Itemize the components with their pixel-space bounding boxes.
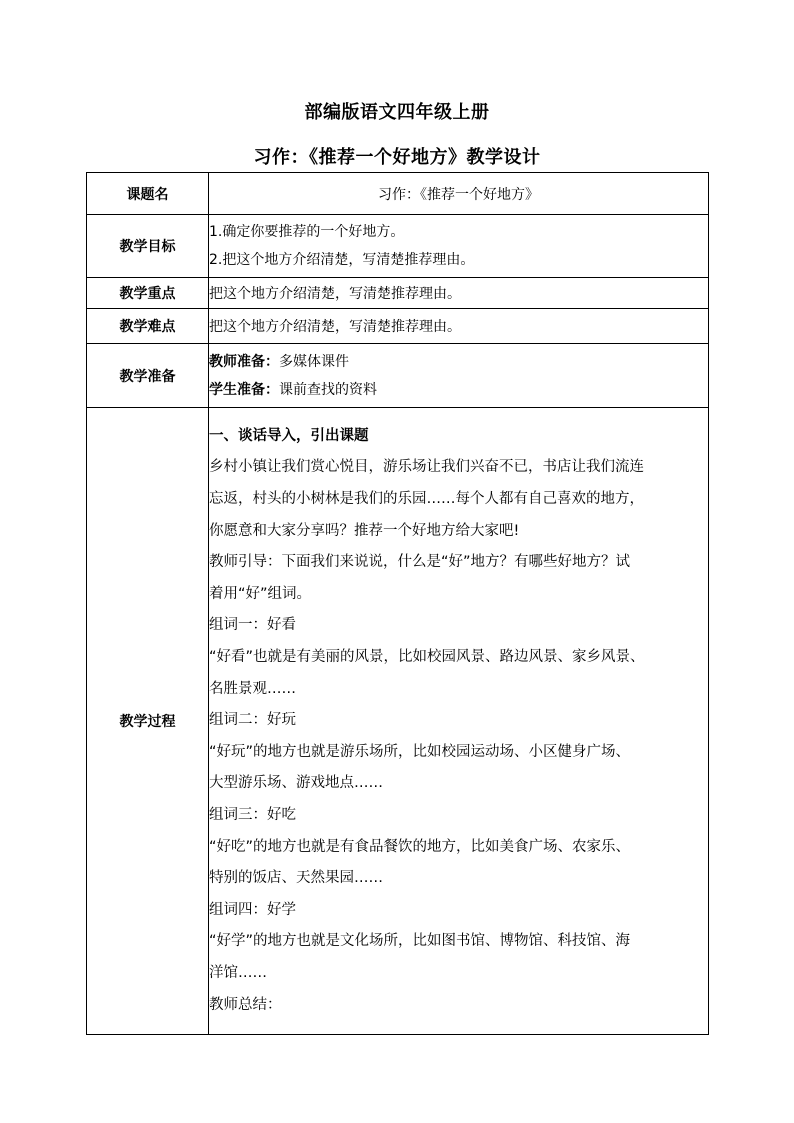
process-line: 洋馆…… [209, 964, 267, 981]
process-line: 乡村小镇让我们赏心悦目，游乐场让我们兴奋不已，书店让我们流连 [209, 459, 644, 476]
process-line: 大型游乐场、游戏地点…… [209, 775, 383, 792]
process-label: 教学过程 [87, 408, 209, 1035]
process-line: “好看”也就是有美丽的风景，比如校园风景、路边风景、家乡风景、 [209, 649, 645, 666]
process-line: 着用“好”组词。 [209, 585, 312, 602]
process-line: 组词一：好看 [209, 617, 296, 634]
process-line: 名胜景观…… [209, 680, 296, 697]
process-line: 教师引导：下面我们来说说，什么是“好”地方？有哪些好地方？试 [209, 554, 631, 571]
key-points-label: 教学重点 [87, 278, 209, 309]
difficulties-label: 教学难点 [87, 309, 209, 344]
row-key-points [87, 278, 709, 309]
lesson-plan-table [86, 172, 709, 1035]
objectives-value [209, 215, 709, 278]
objective-item-1: 1.确定你要推荐的一个好地方。 [209, 224, 405, 240]
teacher-prep-label: 教师准备： [209, 353, 279, 370]
row-preparation [87, 344, 709, 408]
process-line: 忘返，村头的小树林是我们的乐园……每个人都有自己喜欢的地方， [209, 491, 644, 508]
process-line: “好吃”的地方也就是有食品餐饮的地方，比如美食广场、农家乐、 [209, 838, 631, 855]
process-line: “好玩”的地方也就是游乐场所，比如校园运动场、小区健身广场、 [209, 743, 631, 760]
difficulties-value: 把这个地方介绍清楚，写清楚推荐理由。 [209, 309, 709, 344]
preparation-value [209, 344, 709, 408]
teacher-prep-value: 多媒体课件 [279, 353, 349, 370]
student-prep-value: 课前查找的资料 [279, 381, 377, 398]
row-difficulties [87, 309, 709, 344]
student-prep [209, 376, 708, 404]
objectives-label: 教学目标 [87, 215, 209, 278]
process-line: 你愿意和大家分享吗？推荐一个好地方给大家吧! [209, 522, 520, 539]
process-value [209, 408, 709, 1035]
topic-value: 习作：《推荐一个好地方》 [209, 173, 709, 215]
row-objectives [87, 215, 709, 278]
teacher-prep [209, 348, 708, 376]
document-subtitle: 习作：《推荐一个好地方》教学设计 [253, 147, 541, 168]
process-heading: 一、谈话导入，引出课题 [209, 427, 369, 444]
topic-label: 课题名 [87, 173, 209, 215]
row-process [87, 408, 709, 1035]
document-title: 部编版语文四年级上册 [304, 102, 490, 123]
process-line: 组词二：好玩 [209, 712, 296, 729]
process-line: “好学”的地方也就是文化场所，比如图书馆、博物馆、科技馆、海 [209, 933, 631, 950]
key-points-value: 把这个地方介绍清楚，写清楚推荐理由。 [209, 278, 709, 309]
process-line: 特别的饭店、天然果园…… [209, 870, 383, 887]
objective-item-2: 2.把这个地方介绍清楚，写清楚推荐理由。 [209, 252, 475, 268]
process-line: 组词四：好学 [209, 901, 296, 918]
process-line: 教师总结： [209, 996, 282, 1013]
process-line: 组词三：好吃 [209, 806, 296, 823]
row-topic [87, 173, 709, 215]
student-prep-label: 学生准备： [209, 381, 279, 398]
preparation-label: 教学准备 [87, 344, 209, 408]
